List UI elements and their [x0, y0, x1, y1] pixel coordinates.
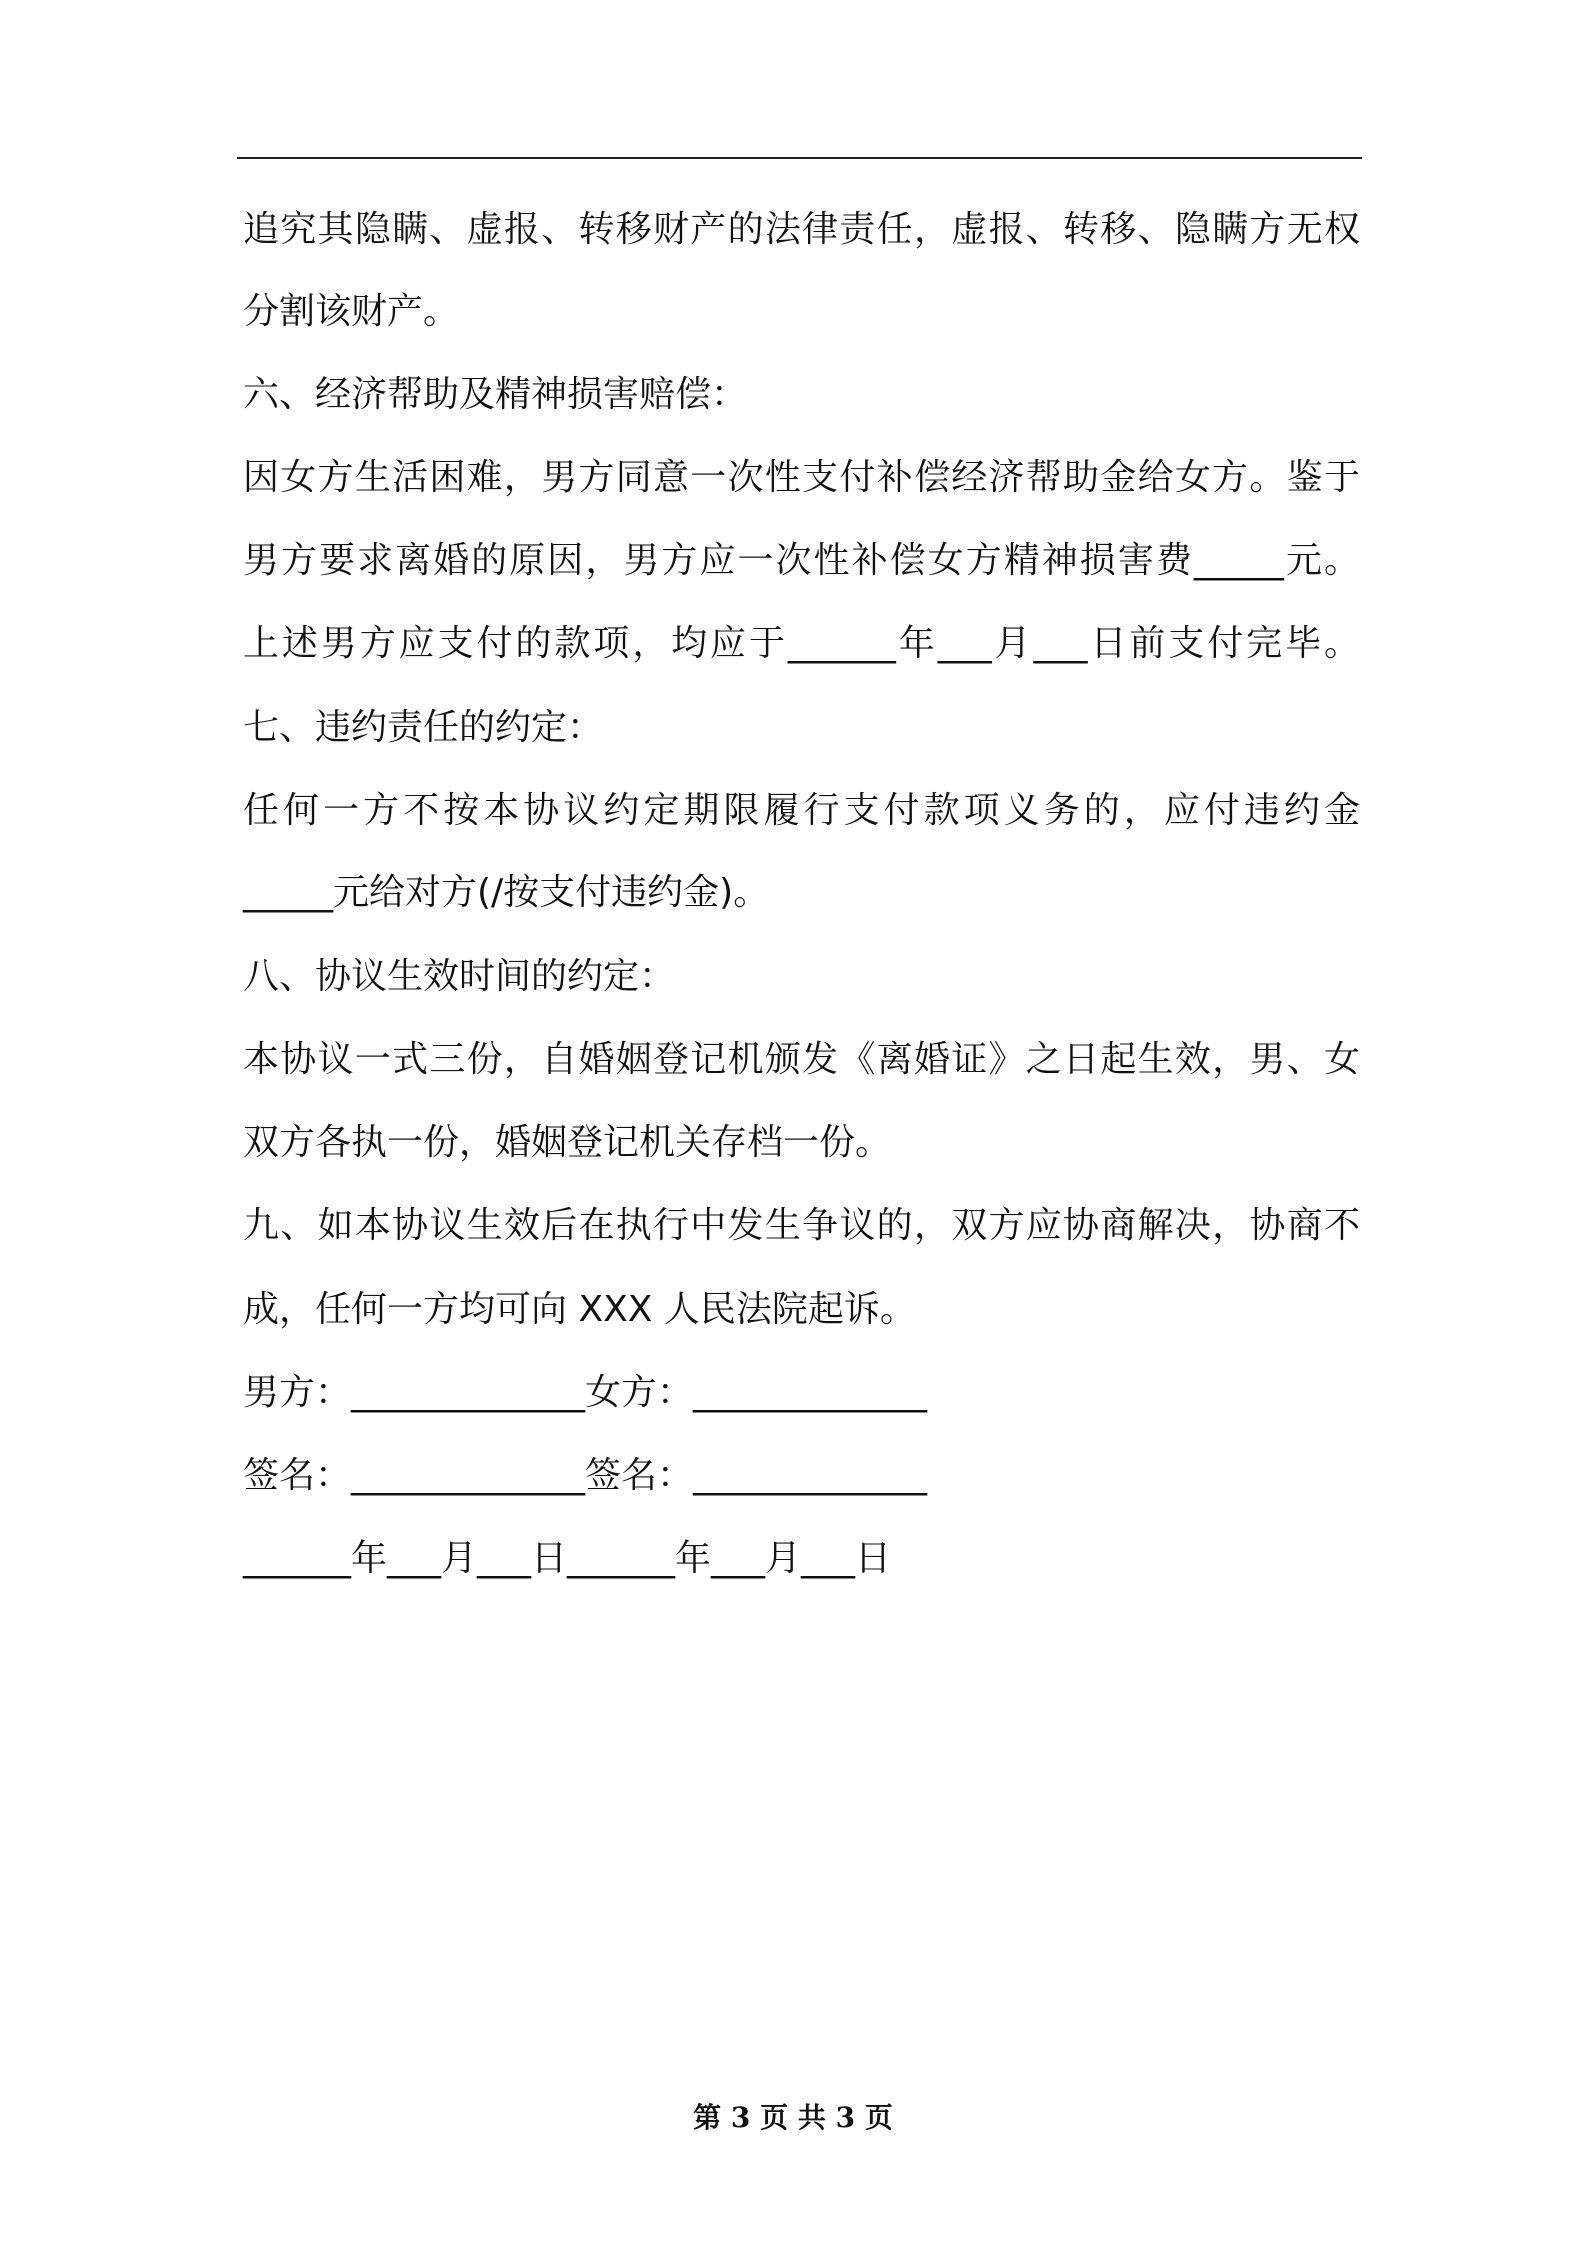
section-6-paragraph-line-2: 男方要求离婚的原因，男方应一次性补偿女方精神损害费_____元。: [243, 540, 1360, 581]
section-6-paragraph-line-1: 因女方生活困难，男方同意一次性支付补偿经济帮助金给女方。鉴于: [243, 457, 1360, 498]
section-8-paragraph-line-2: 双方各执一份，婚姻登记机关存档一份。: [243, 1122, 892, 1163]
section-7-paragraph-line-1: 任何一方不按本协议约定期限履行支付款项义务的，应付违约金: [243, 790, 1360, 831]
signature-parties-line: 男方：_____________女方：_____________: [243, 1372, 928, 1413]
page-number-footer: 第 3 页 共 3 页: [693, 2101, 893, 2134]
section-7-heading: 七、违约责任的约定：: [243, 707, 604, 748]
signature-dates-line: ______年___月___日______年___月___日: [243, 1538, 891, 1579]
section-6-paragraph-line-3: 上述男方应支付的款项，均应于______年___月___日前支付完毕。: [243, 623, 1360, 664]
section-7-paragraph-line-2: _____元给对方(/按支付违约金)。: [243, 872, 770, 913]
section-6-heading: 六、经济帮助及精神损害赔偿：: [243, 374, 748, 415]
section-9-paragraph-line-2: 成，任何一方均可向 XXX 人民法院起诉。: [243, 1289, 916, 1330]
signature-names-line: 签名：_____________签名：_____________: [243, 1455, 928, 1496]
section-8-paragraph-line-1: 本协议一式三份，自婚姻登记机颁发《离婚证》之日起生效，男、女: [243, 1039, 1360, 1080]
text-line-continuation: 追究其隐瞒、虚报、转移财产的法律责任，虚报、转移、隐瞒方无权: [243, 209, 1360, 250]
section-9-paragraph-line-1: 九、如本协议生效后在执行中发生争议的，双方应协商解决，协商不: [243, 1205, 1360, 1246]
section-8-heading: 八、协议生效时间的约定：: [243, 956, 676, 997]
header-rule: [237, 157, 1362, 159]
text-line-continuation-end: 分割该财产。: [243, 291, 460, 332]
